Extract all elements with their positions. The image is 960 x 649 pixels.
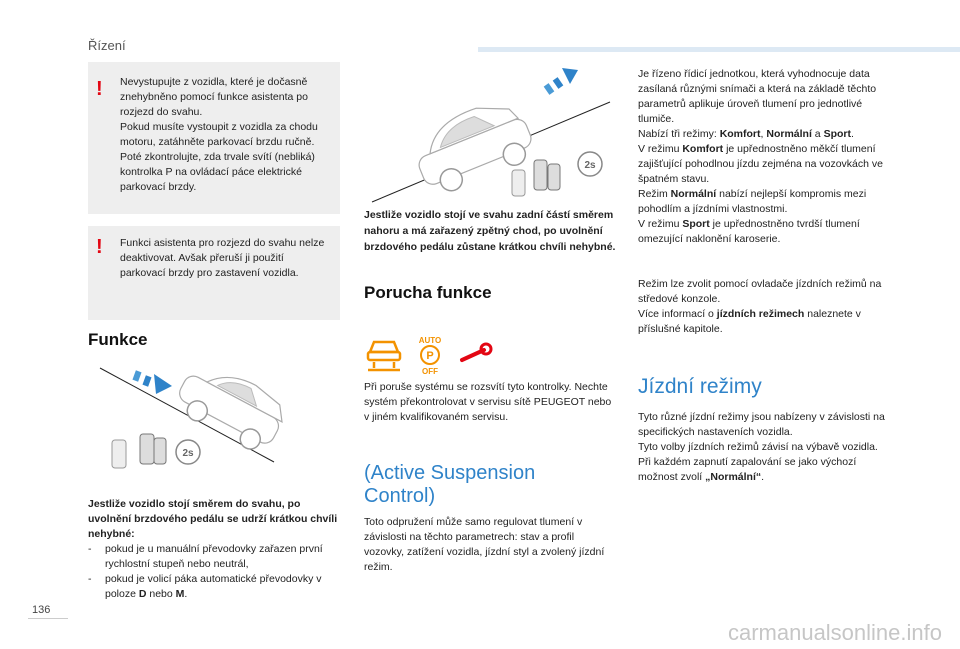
suspension-warning-icon bbox=[368, 342, 400, 370]
bullet-text: pokud je volicí páka automatické převodovky v poloze bbox=[105, 573, 322, 600]
pedal-icon bbox=[512, 160, 560, 196]
funkce-bullet bbox=[88, 572, 346, 602]
wrench-icon bbox=[462, 344, 491, 360]
right-column-bottom bbox=[638, 410, 894, 485]
reverse-caption: Jestliže vozidlo stojí ve svahu zadní částí směrem nahoru a má zařazený zpětný chod, po uvolnění brzdového pedálu zůstane krátkou chvíli nehybné. bbox=[364, 209, 616, 253]
porucha-text: Při poruše systému se rozsvítí tyto kontrolky. Nechte systém překontrolovat v servisu sítě PEUGEOT nebo v jiném kvalifikovaném servisu. bbox=[364, 381, 612, 423]
timer-badge: 2s bbox=[584, 160, 596, 171]
warning-icon: ! bbox=[96, 236, 103, 258]
warning-box-1 bbox=[88, 62, 340, 214]
off-label: OFF bbox=[422, 367, 438, 376]
bullet-bold: M bbox=[175, 588, 185, 600]
right-paragraph: Při každém zapnutí zapalování se jako výchozí možnost zvolí „Normální“. bbox=[638, 456, 857, 483]
auto-label: AUTO bbox=[418, 336, 442, 345]
header-bar bbox=[478, 47, 960, 52]
bullet-text: nebo bbox=[146, 588, 176, 600]
funkce-heading: Funkce bbox=[88, 330, 148, 349]
right-paragraph: Režim lze zvolit pomocí ovladače jízdních režimů na středové konzole. bbox=[638, 278, 882, 305]
bullet-text: . bbox=[184, 588, 188, 600]
funkce-caption: Jestliže vozidlo stojí směrem do svahu, po uvolnění brzdového pedálu se udrží krátkou chvíli nehybné: bbox=[88, 498, 338, 540]
right-paragraph: V režimu Komfort je upřednostněno měkčí tlumení zajišťující pohodlnou jízdu zejména na vozovkách ve špatném stavu. bbox=[638, 143, 883, 185]
asc-text: Toto odpružení může samo regulovat tlumení v závislosti na těchto parametrech: stav a profil vozovky, zatížení vozidla, jízdní styl a zvolený jízdní režim. bbox=[364, 516, 605, 573]
svg-text:P: P bbox=[426, 350, 434, 362]
timer-badge: 2s bbox=[182, 448, 194, 459]
right-paragraph: Režim Normální nabízí nejlepší kompromis mezi pohodlím a jízdními vlastnostmi. bbox=[638, 188, 867, 215]
right-paragraph: Více informací o jízdních režimech naleznete v příslušné kapitole. bbox=[638, 308, 861, 335]
modes-heading: Jízdní režimy bbox=[638, 375, 762, 398]
right-paragraph: V režimu Sport je upřednostněno tvrdší tlumení omezující naklonění karoserie. bbox=[638, 218, 860, 245]
bullet-text: pokud je u manuální převodovky zařazen první rychlostní stupeň nebo neutrál, bbox=[105, 543, 323, 570]
arrow-icon bbox=[544, 68, 578, 95]
warning-icon: ! bbox=[96, 78, 103, 100]
uphill-car-illustration bbox=[94, 362, 334, 487]
asc-heading: (Active Suspension Control) bbox=[364, 462, 536, 507]
warning-line: Nevystupujte z vozidla, které je dočasně znehybněno pomocí funkce asistenta po rozjezd do svahu. bbox=[120, 76, 308, 118]
funkce-bullet bbox=[88, 542, 346, 572]
right-paragraph: Je řízeno řídicí jednotkou, která vyhodnocuje data zasílaná různými snímači a která na základě těchto parametrů aplikuje úroveň tlumení pro jednotlivé tlumiče. bbox=[638, 68, 877, 125]
warning-text-1 bbox=[120, 75, 332, 195]
warning-line: Pokud musíte vystoupit z vozidla za chodu motoru, zatáhněte parkovací brzdu ručně. Poté zkontrolujte, zda trvale svítí (nebliká) kontrolka P na ovládací páce elektrické parkovací brzdy. bbox=[120, 121, 318, 193]
bullet-bold: D bbox=[138, 588, 147, 600]
warning-box-2 bbox=[88, 226, 340, 320]
reverse-uphill-car-illustration bbox=[362, 64, 612, 206]
auto-parking-brake-icon bbox=[419, 336, 442, 376]
arrow-icon bbox=[132, 370, 172, 394]
section-title: Řízení bbox=[88, 38, 126, 53]
page-number-rule bbox=[28, 618, 68, 619]
right-paragraph: Tyto různé jízdní režimy jsou nabízeny v závislosti na specifických nastaveních vozidla. bbox=[638, 411, 885, 438]
page-number: 136 bbox=[32, 604, 51, 616]
right-paragraph: Nabízí tři režimy: Komfort, Normální a Sport. bbox=[638, 128, 854, 140]
watermark: carmanualsonline.info bbox=[727, 620, 942, 645]
warning-line: Funkci asistenta pro rozjezd do svahu nelze deaktivovat. Avšak přeruší ji použití parkovací brzdy pro zastavení vozidla. bbox=[120, 237, 325, 279]
right-column-top bbox=[638, 67, 894, 247]
right-paragraph: Tyto volby jízdních režimů závisí na výbavě vozidla. bbox=[638, 441, 878, 453]
warning-text-2 bbox=[120, 236, 332, 281]
pedal-icon bbox=[112, 434, 166, 468]
porucha-heading: Porucha funkce bbox=[364, 283, 492, 302]
right-column-mid bbox=[638, 277, 894, 337]
warning-lamps bbox=[364, 334, 496, 376]
funkce-content bbox=[88, 497, 346, 602]
